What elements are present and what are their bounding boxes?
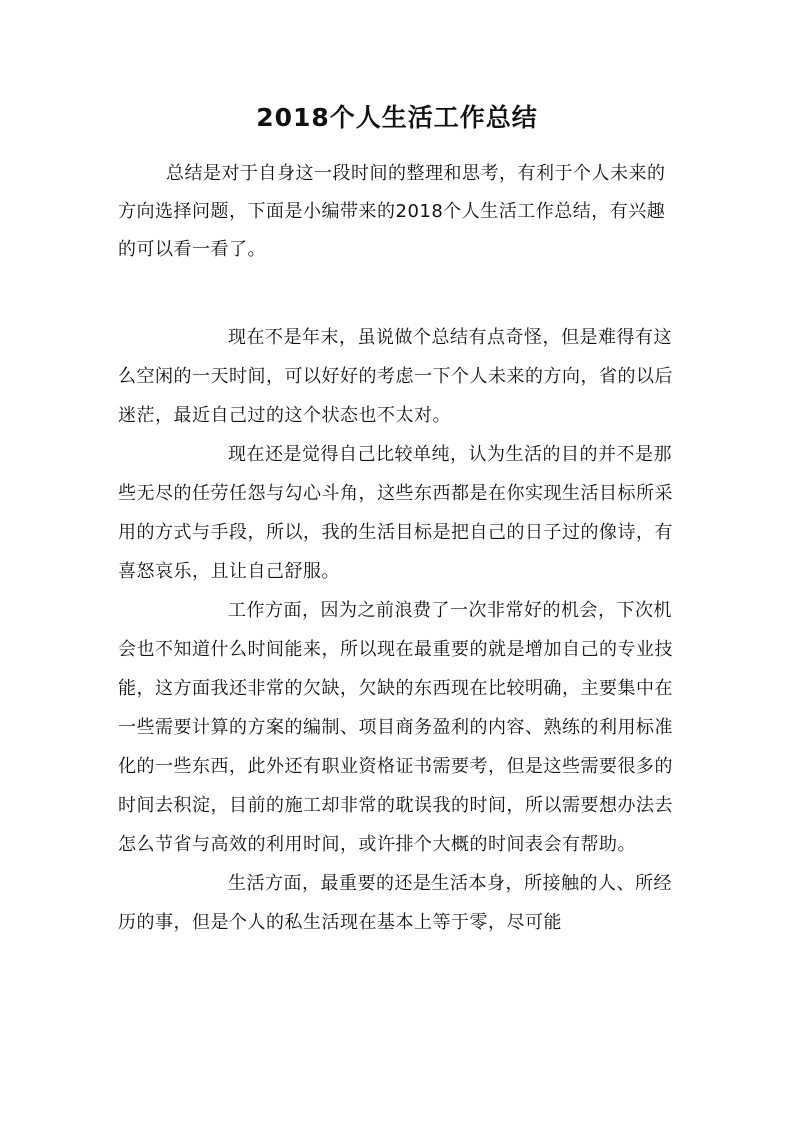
paragraph-4: 生活方面，最重要的还是生活本身，所接触的人、所经历的事，但是个人的私生活现在基本上等于零，尽可能 [118,873,672,933]
body-text [118,318,678,942]
paragraph-2: 现在还是觉得自己比较单纯，认为生活的目的并不是那些无尽的任劳任怨与勾心斗角，这些东西都是在你实现生活目标所采用的方式与手段，所以，我的生活目标是把自己的日子过的像诗，有喜怒哀乐，且让自己舒服。 [118,444,673,582]
document-title: 2018个人生活工作总结 [256,103,538,132]
paragraph-1: 现在不是年末，虽说做个总结有点奇怪，但是难得有这么空闲的一天时间，可以好好的考虑一下个人未来的方向，省的以后迷茫，最近自己过的这个状态也不太对。 [118,327,673,426]
paragraph-3: 工作方面，因为之前浪费了一次非常好的机会，下次机会也不知道什么时间能来，所以现在最重要的就是增加自己的专业技能，这方面我还非常的欠缺，欠缺的东西现在比较明确，主要集中在一些需要计算的方案的编制、项目商务盈利的内容、熟练的利用标准化的一些东西，此外还有职业资格证书需要考，但是这些需要很多的时间去积淀，目前的施工却非常的耽误我的时间，所以需要想办法去怎么节省与高效的利用时间，或许排个大概的时间表会有帮助。 [118,600,673,855]
intro-paragraph: 总结是对于自身这一段时间的整理和思考，有利于个人未来的方向选择问题，下面是小编带来的2018个人生活工作总结，有兴趣的可以看一看了。 [118,163,666,260]
